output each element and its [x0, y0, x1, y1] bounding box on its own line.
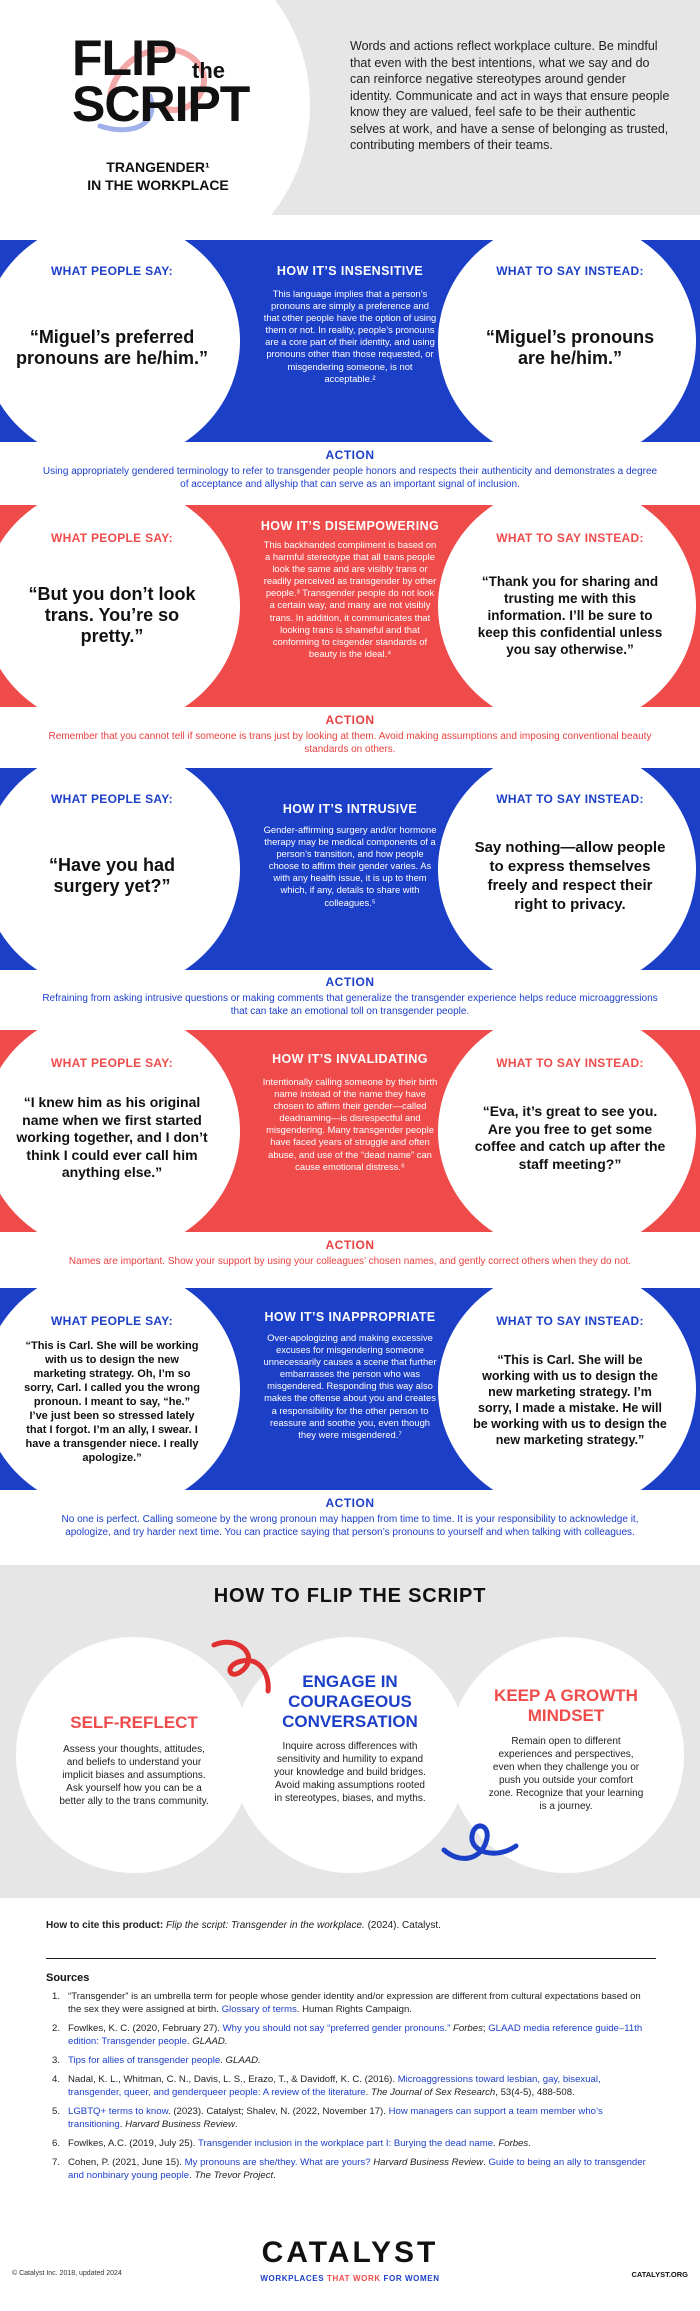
tagline-part-a: WORKPLACES — [260, 2274, 328, 2283]
what-to-say-heading: WHAT TO SAY INSTEAD: — [496, 264, 644, 278]
source-publication: The Journal of Sex Research — [370, 2087, 496, 2098]
action-heading: ACTION — [325, 1496, 375, 1510]
page-subtitle — [58, 158, 258, 194]
source-text: Fowlkes, K. C. (2020, February 27). — [68, 2023, 223, 2034]
source-number: 2. — [52, 2023, 61, 2034]
how-its-text: Intentionally calling someone by their birth name instead of the name they have chosen to affirm their gender—called deadnaming—is disrespectful and misgendering. Many transgender people have faced years of struggle and often abuse, and use of the “dead name” can cause emotional distress.⁶ — [262, 1076, 438, 1172]
source-text: . — [189, 2170, 195, 2181]
source-link[interactable]: Glossary of terms — [221, 2004, 297, 2015]
source-link[interactable]: How managers can support a team member who’s transitioning — [68, 2106, 603, 2130]
source-publication: Forbes — [498, 2138, 529, 2149]
blue-swirl-icon — [440, 1810, 520, 1865]
copyright: © Catalyst Inc. 2018, updated 2024 — [12, 2270, 122, 2277]
scenario-intrusive — [0, 768, 700, 970]
header — [0, 0, 700, 215]
source-text: ; — [482, 2023, 489, 2034]
self-reflect-text: Assess your thoughts, attitudes, and beliefs to understand your implicit biases and assumptions. Ask yourself how you can be a better ally to the trans community. — [59, 1744, 209, 1807]
source-text: . — [493, 2138, 499, 2149]
what-to-say-quote: “Miguel’s pronouns are he/him.” — [485, 327, 655, 368]
tagline-part-b: THAT WORK — [327, 2274, 381, 2283]
sources-heading: Sources — [46, 1972, 90, 1984]
action-text: No one is perfect. Calling someone by the wrong pronoun may happen from time to time. It is your responsibility to acknowledge it, apologize, and try harder next time. You can practice saying that person’s pronouns to yourself and when talking with colleagues. — [61, 1514, 639, 1538]
logo-script: SCRIPT — [72, 76, 250, 132]
how-its-heading: HOW IT’S INAPPROPRIATE — [264, 1310, 436, 1324]
what-to-say-quote: Say nothing—allow people to express themselves freely and respect their right to privacy. — [474, 839, 666, 913]
source-link[interactable]: Transgender inclusion in the workplace part I: Burying the dead name — [197, 2138, 494, 2149]
source-text: . — [119, 2119, 126, 2130]
what-to-say-quote: “Thank you for sharing and trusting me with this information. I’ll be sure to keep this confidential unless you say otherwise.” — [477, 573, 663, 657]
source-link[interactable]: Guide to being an ally to transgender and nonbinary young people — [68, 2157, 646, 2181]
self-reflect-title: SELF-REFLECT — [70, 1713, 198, 1732]
citation — [46, 1920, 666, 1931]
action-heading: ACTION — [325, 1238, 375, 1252]
logo-flip: FLIP — [72, 30, 177, 86]
source-item — [46, 2156, 656, 2182]
growth-mindset-title: KEEP A GROWTH MINDSET — [494, 1686, 638, 1725]
what-people-say-heading: WHAT PEOPLE SAY: — [51, 264, 173, 278]
source-publication: Harvard Business Review — [125, 2119, 235, 2130]
source-text: . — [528, 2138, 531, 2149]
source-item — [46, 2137, 656, 2150]
source-publication: GLAAD. — [192, 2036, 228, 2047]
catalyst-url-link[interactable]: CATALYST.ORG — [631, 2270, 688, 2279]
what-people-say-heading: WHAT PEOPLE SAY: — [51, 1314, 173, 1328]
action-5 — [0, 1496, 700, 1539]
how-its-text: This language implies that a person’s pronouns are simply a preference and that other people have the option of using them or not. In reality, people’s pronouns are a core part of their identity, and using pronouns other than those requested, or misgendering someone, is not acceptable.² — [263, 288, 437, 384]
action-text: Remember that you cannot tell if someone is trans just by looking at them. Avoid making assumptions and imposing conventional beauty standards on others. — [48, 731, 652, 755]
sources-list — [46, 1990, 656, 2188]
action-4 — [0, 1238, 700, 1268]
cite-rest: (2024). Catalyst. — [364, 1920, 441, 1931]
how-its-heading: HOW IT’S DISEMPOWERING — [260, 519, 440, 533]
subtitle-line-1: TRANGENDER¹ — [106, 159, 210, 175]
action-1 — [0, 448, 700, 491]
source-number: 1. — [52, 1991, 61, 2002]
source-link[interactable]: My pronouns are she/they. What are yours? — [184, 2157, 371, 2168]
source-number: 5. — [52, 2106, 61, 2117]
tagline-part-c: FOR WOMEN — [380, 2274, 440, 2283]
source-text: . — [273, 2170, 276, 2181]
action-text: Names are important. Show your support by using your colleagues’ chosen names, and gently correct others when they do not. — [68, 1256, 632, 1267]
what-people-say-quote: “Miguel’s preferred pronouns are he/him.” — [15, 327, 209, 368]
source-text: . — [186, 2036, 193, 2047]
source-publication: The Trevor Project — [194, 2170, 274, 2181]
source-text: , 53(4-5), 488-508. — [495, 2087, 575, 2098]
source-text: . — [234, 2119, 238, 2130]
logo-the: the — [192, 58, 225, 83]
source-item — [46, 2022, 656, 2048]
scenario-insensitive — [0, 240, 700, 442]
source-text: . — [365, 2087, 371, 2098]
how-its-text: Over-apologizing and making excessive excuses for misgendering someone unnecessarily causes a scene that further embarrasses the person who was misgendered. Responding this way also makes the offense about you and creates a responsibility for the other person to reassure and soothe you, even though they were misgendered.⁷ — [263, 1332, 437, 1440]
courageous-conversation-title: ENGAGE IN COURAGEOUS CONVERSATION — [282, 1672, 418, 1731]
source-text: Nadal, K. L., Whitman, C. N., Davis, L. S., Erazo, T., & Davidoff, K. C. (2016). — [68, 2074, 398, 2085]
source-link[interactable]: Microaggressions toward lesbian, gay, bisexual, transgender, queer, and genderqueer people: A review of the literature — [68, 2074, 601, 2098]
source-text: Cohen, P. (2021, June 15). — [68, 2157, 185, 2168]
what-people-say-heading: WHAT PEOPLE SAY: — [51, 1056, 173, 1070]
growth-mindset-text: Remain open to different experiences and perspectives, even when they challenge you or push you outside your comfort zone. Recognize that your learning is a journey. — [488, 1736, 644, 1812]
source-publication: Forbes — [450, 2023, 483, 2034]
what-people-say-heading: WHAT PEOPLE SAY: — [51, 792, 173, 806]
action-heading: ACTION — [325, 713, 375, 727]
action-3 — [0, 975, 700, 1018]
scenario-invalidating — [0, 1030, 700, 1232]
source-publication: GLAAD. — [225, 2055, 261, 2066]
source-text: Fowlkes, A.C. (2019, July 25). — [68, 2138, 198, 2149]
source-text: . Human Rights Campaign. — [296, 2004, 412, 2015]
source-text: “Transgender” is an umbrella term for people whose gender identity and/or expression are different from cultural expectations based on the sex they were assigned at birth. — [68, 1991, 641, 2015]
source-item — [46, 1990, 656, 2016]
how-its-heading: HOW IT’S INSENSITIVE — [276, 264, 424, 278]
action-text: Refraining from asking intrusive questions or making comments that generalize the transgender experience helps reduce microaggressions that can take an emotional toll on transgender people. — [42, 993, 658, 1017]
what-to-say-quote: “Eva, it’s great to see you. Are you free to get some coffee and catch up after the staff meeting?” — [474, 1103, 666, 1172]
source-item — [46, 2054, 656, 2067]
what-to-say-heading: WHAT TO SAY INSTEAD: — [496, 1056, 644, 1070]
source-number: 4. — [52, 2074, 61, 2085]
what-to-say-heading: WHAT TO SAY INSTEAD: — [496, 531, 644, 545]
source-publication: Harvard Business Review — [370, 2157, 484, 2168]
action-heading: ACTION — [325, 448, 375, 462]
what-people-say-quote: “Have you had surgery yet?” — [48, 855, 176, 896]
what-people-say-heading: WHAT PEOPLE SAY: — [51, 531, 173, 545]
what-people-say-quote: “But you don’t look trans. You’re so pretty.” — [28, 583, 196, 646]
cite-title: Flip the script: Transgender in the workplace. — [166, 1920, 365, 1931]
cite-label: How to cite this product: — [46, 1920, 164, 1931]
source-text: . — [220, 2055, 226, 2066]
source-text: . — [483, 2157, 489, 2168]
what-to-say-quote: “This is Carl. She will be working with us to design the new marketing strategy. I’m sorry, I made a mistake. He will be working with us to design the new marketing strategy.” — [473, 1353, 667, 1447]
catalyst-logo: CATALYST — [261, 2236, 439, 2269]
source-number: 7. — [52, 2157, 61, 2168]
what-to-say-heading: WHAT TO SAY INSTEAD: — [496, 792, 644, 806]
intro-text: Words and actions reflect workplace culture. Be mindful that even with the best intentions, what we say and do can reinforce negative stereotypes around gender identity. Communicate and act in ways that ensure people know they are valued, feel safe to be their authentic selves at work, and have a sense of belonging as trusted, contributing members of their teams. — [350, 39, 670, 152]
source-link[interactable]: GLAAD media reference guide–11th edition: Transgender people — [68, 2023, 643, 2047]
how-to-flip-title: HOW TO FLIP THE SCRIPT — [213, 1585, 487, 1607]
action-heading: ACTION — [325, 975, 375, 989]
courageous-conversation-text: Inquire across differences with sensitivity and humility to expand your knowledge and build bridges. Avoid making assumptions rooted in stereotypes, biases, and myths. — [274, 1741, 426, 1804]
source-link[interactable]: Tips for allies of transgender people — [68, 2055, 221, 2066]
catalyst-tagline — [0, 2274, 700, 2283]
source-item — [46, 2073, 656, 2099]
source-link[interactable]: LGBTQ+ terms to know — [68, 2106, 168, 2117]
action-2 — [0, 713, 700, 756]
what-to-say-heading: WHAT TO SAY INSTEAD: — [496, 1314, 644, 1328]
source-item — [46, 2105, 656, 2131]
how-to-flip-section — [0, 1565, 700, 1898]
how-its-heading: HOW IT’S INTRUSIVE — [282, 802, 418, 816]
subtitle-line-2: IN THE WORKPLACE — [87, 177, 229, 193]
scenario-inappropriate — [0, 1288, 700, 1490]
how-its-text: Gender-affirming surgery and/or hormone therapy may be medical components of a person’s transition, and how people choose to affirm their gender varies. As with any health issue, it is up to them which, if any, details to share with colleagues.⁵ — [263, 824, 437, 908]
source-text: . (2023). Catalyst; Shalev, N. (2022, November 17). — [167, 2106, 389, 2117]
what-people-say-quote: “This is Carl. She will be working with us to design the new marketing strategy. Oh, I’m so sorry, Carl. I called you the wrong pronoun. I meant to say, “he.” I’ve just been so stressed lately that I forgot. I’m an ally, I swear. I have a transgender niece. I really apologize.” — [24, 1340, 200, 1464]
source-link[interactable]: Why you should not say “preferred gender pronouns.” — [222, 2023, 451, 2034]
source-number: 3. — [52, 2055, 61, 2066]
action-text: Using appropriately gendered terminology to refer to transgender people honors and respects their authenticity and demonstrates a degree of acceptance and allyship that can serve as an important signal of inclusion. — [42, 466, 658, 490]
scenario-disempowering — [0, 505, 700, 707]
what-people-say-quote: “I knew him as his original name when we first started working together, and I don’t think I could ever call him anything else.” — [16, 1094, 208, 1181]
divider — [46, 1958, 656, 1959]
source-number: 6. — [52, 2138, 61, 2149]
how-its-heading: HOW IT’S INVALIDATING — [272, 1052, 428, 1066]
how-its-text: This backhanded compliment is based on a harmful stereotype that all trans people look the same and are visibly trans or readily perceived as transgender by other people.³ Transgender people do not look a certain way, and many are not visibly trans. In addition, it communicates that looking trans is shameful and that conforming to cisgender standards of beauty is the ideal.⁴ — [263, 539, 437, 659]
